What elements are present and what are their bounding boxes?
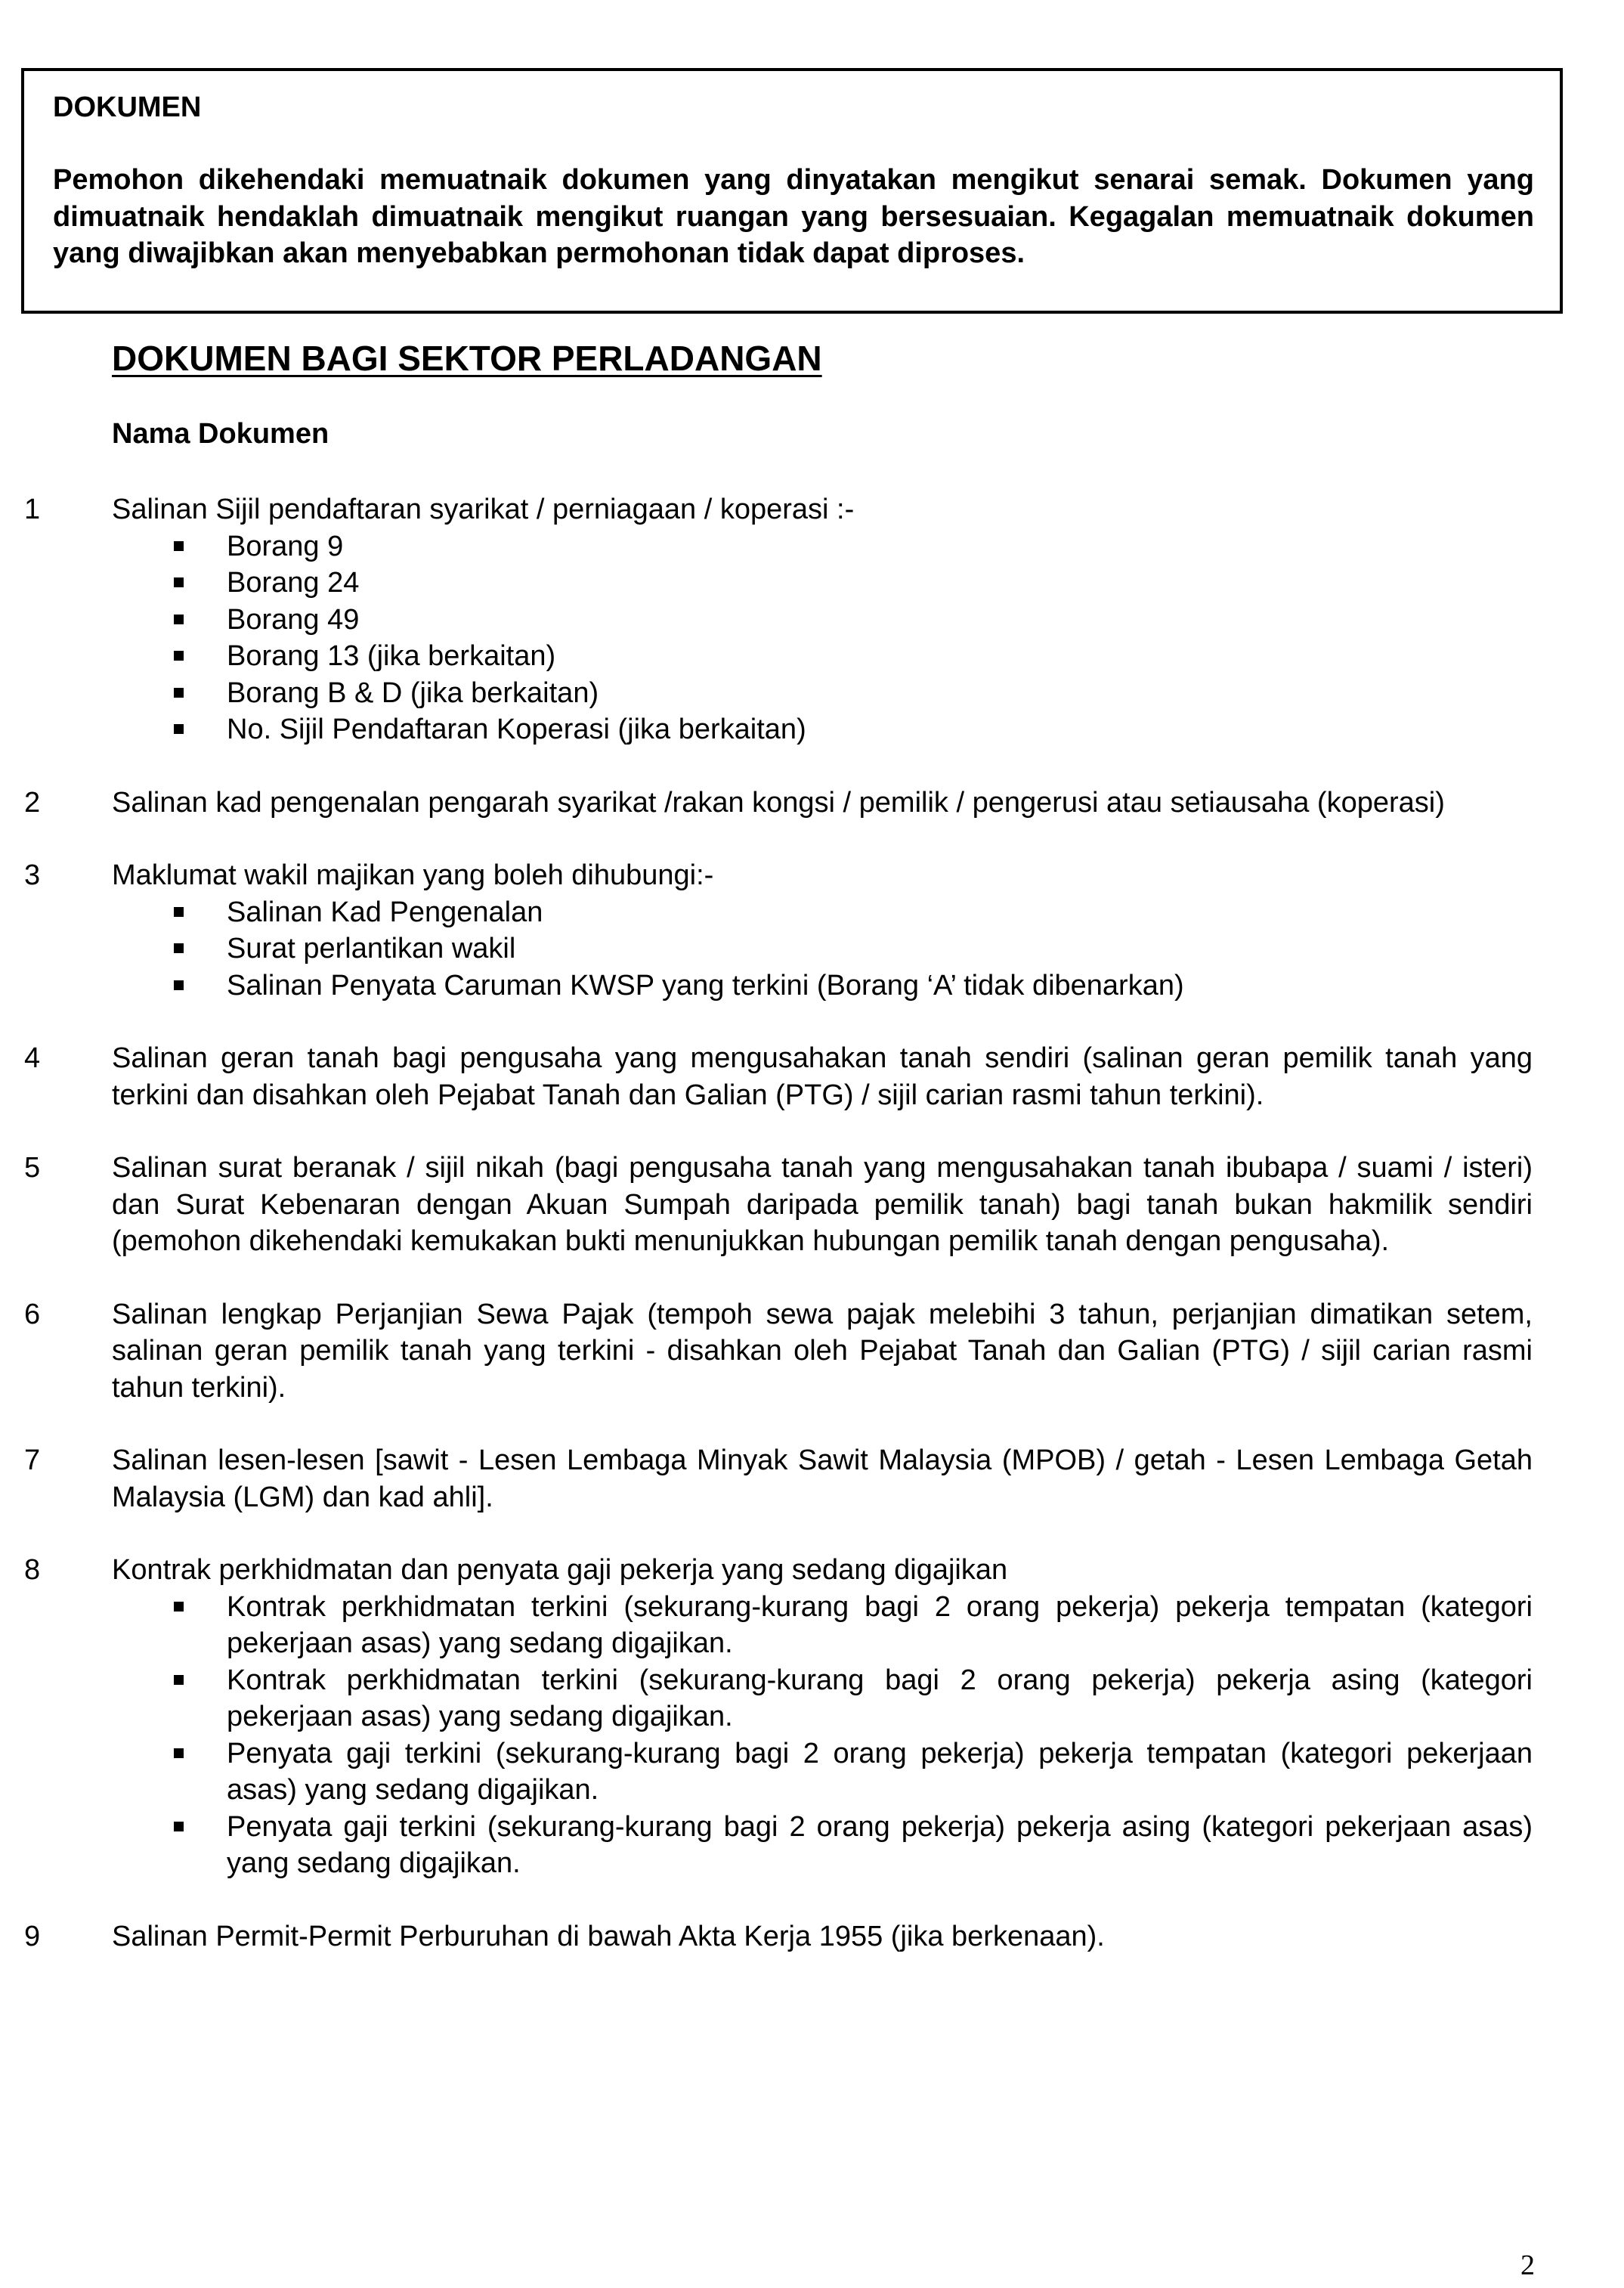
item-text: Salinan geran tanah bagi pengusaha yang mengusahakan tanah sendiri (salinan geran pemilik tanah yang terkini dan disahkan oleh Pejabat Tanah dan Galian (PTG) / sijil carian rasmi tahun terkini). — [112, 1042, 1533, 1111]
item-number: 6 — [24, 1298, 41, 1330]
item-text: Salinan Permit-Permit Perburuhan di bawah Akta Kerja 1955 (jika berkenaan). — [112, 1920, 1105, 1952]
document-item — [0, 1040, 1624, 1113]
square-bullet-icon — [174, 651, 184, 661]
item-text: Salinan Sijil pendaftaran syarikat / perniagaan / koperasi :- — [112, 494, 855, 525]
document-item — [0, 491, 1624, 748]
item-text: Kontrak perkhidmatan dan penyata gaji pekerja yang sedang digajikan — [112, 1554, 1008, 1586]
sub-list — [0, 1589, 1624, 1882]
sub-item-text: Kontrak perkhidmatan terkini (sekurang-kurang bagi 2 orang pekerja) pekerja tempatan (kategori pekerjaan asas) yang sedang digajikan. — [227, 1590, 1533, 1659]
sub-item-text: No. Sijil Pendaftaran Koperasi (jika berkaitan) — [227, 714, 806, 745]
sub-item-text: Penyata gaji terkini (sekurang-kurang bagi 2 orang pekerja) pekerja tempatan (kategori pekerjaan asas) yang sedang digajikan. — [227, 1737, 1533, 1806]
square-bullet-icon — [174, 1822, 184, 1831]
item-number: 4 — [24, 1042, 41, 1074]
square-bullet-icon — [174, 1602, 184, 1612]
document-item — [0, 857, 1624, 1004]
square-bullet-icon — [174, 577, 184, 587]
sub-list-item — [227, 894, 1533, 931]
sub-list-item — [227, 675, 1533, 712]
item-text: Maklumat wakil majikan yang boleh dihubungi:- — [112, 859, 714, 891]
square-bullet-icon — [174, 907, 184, 917]
item-number: 1 — [24, 494, 41, 525]
item-number: 2 — [24, 786, 41, 819]
sub-list-item — [227, 565, 1533, 602]
square-bullet-icon — [174, 541, 184, 551]
document-item — [0, 1150, 1624, 1260]
sub-list-item — [227, 968, 1533, 1005]
document-item — [0, 1552, 1624, 1882]
square-bullet-icon — [174, 1748, 184, 1758]
sub-item-text: Penyata gaji terkini (sekurang-kurang bagi 2 orang pekerja) pekerja asing (kategori pekerjaan asas) yang sedang digajikan. — [227, 1810, 1533, 1879]
sub-item-text: Salinan Kad Pengenalan — [227, 896, 543, 928]
item-text: Salinan kad pengenalan pengarah syarikat /rakan kongsi / pemilik / pengerusi atau setiausaha (koperasi) — [112, 786, 1445, 819]
item-number: 5 — [24, 1152, 41, 1184]
sub-item-text: Borang 13 (jika berkaitan) — [227, 640, 556, 672]
sub-list — [0, 894, 1624, 1005]
square-bullet-icon — [174, 943, 184, 953]
item-text: Salinan lengkap Perjanjian Sewa Pajak (tempoh sewa pajak melebihi 3 tahun, perjanjian dimatikan setem, salinan geran pemilik tanah yang terkini - disahkan oleh Pejabat Tanah dan Galian (PTG) / sijil carian rasmi tahun terkini). — [112, 1298, 1533, 1404]
sub-item-text: Borang 9 — [227, 530, 344, 562]
item-number: 8 — [24, 1554, 41, 1586]
sub-item-text: Borang 24 — [227, 567, 360, 599]
section-title: DOKUMEN BAGI SEKTOR PERLADANGAN — [112, 339, 822, 378]
sub-item-text: Kontrak perkhidmatan terkini (sekurang-kurang bagi 2 orang pekerja) pekerja asing (kategori pekerjaan asas) yang sedang digajikan. — [227, 1664, 1533, 1732]
square-bullet-icon — [174, 615, 184, 624]
sub-list-item — [227, 1809, 1533, 1882]
item-text: Salinan lesen-lesen [sawit - Lesen Lembaga Minyak Sawit Malaysia (MPOB) / getah - Lesen Lembaga Getah Malaysia (LGM) dan kad ahli]. — [112, 1444, 1533, 1513]
sub-list-item — [227, 711, 1533, 748]
sub-item-text: Surat perlantikan wakil — [227, 933, 516, 964]
item-number: 7 — [24, 1444, 41, 1476]
square-bullet-icon — [174, 980, 184, 990]
item-number: 9 — [24, 1920, 41, 1952]
sub-list-item — [227, 602, 1533, 639]
document-list — [0, 491, 1624, 1991]
sub-list-item — [227, 638, 1533, 675]
document-item — [0, 1296, 1624, 1407]
page-number: 2 — [1520, 2249, 1535, 2281]
square-bullet-icon — [174, 724, 184, 734]
document-item — [0, 1442, 1624, 1516]
sub-list-item — [227, 930, 1533, 968]
item-text: Salinan surat beranak / sijil nikah (bagi pengusaha tanah yang mengusahakan tanah ibubapa / suami / isteri) dan Surat Kebenaran dengan Akuan Sumpah daripada pemilik tanah) bagi tanah bukan hakmilik sendiri (pemohon dikehendaki kemukakan bukti menunjukkan hubungan pemilik tanah dengan pengusaha). — [112, 1152, 1533, 1257]
sub-item-text: Salinan Penyata Caruman KWSP yang terkini (Borang ‘A’ tidak dibenarkan) — [227, 969, 1184, 1002]
column-header: Nama Dokumen — [112, 418, 329, 450]
sub-item-text: Borang 49 — [227, 603, 360, 636]
sub-list — [0, 528, 1624, 748]
notice-box — [21, 68, 1563, 314]
item-number: 3 — [24, 859, 41, 891]
sub-item-text: Borang B & D (jika berkaitan) — [227, 676, 599, 709]
document-item — [0, 1918, 1624, 1955]
sub-list-item — [227, 528, 1533, 565]
notice-body: Pemohon dikehendaki memuatnaik dokumen yang dinyatakan mengikut senarai semak. Dokumen yang dimuatnaik hendaklah dimuatnaik mengikut ruangan yang bersesuaian. Kegagalan memuatnaik dokumen yang diwajibkan akan menyebabkan permohonan tidak dapat diproses. — [53, 164, 1534, 269]
sub-list-item — [227, 1735, 1533, 1809]
square-bullet-icon — [174, 688, 184, 698]
document-item — [0, 785, 1624, 822]
square-bullet-icon — [174, 1675, 184, 1685]
notice-title: DOKUMEN — [53, 91, 202, 123]
sub-list-item — [227, 1589, 1533, 1662]
sub-list-item — [227, 1662, 1533, 1735]
